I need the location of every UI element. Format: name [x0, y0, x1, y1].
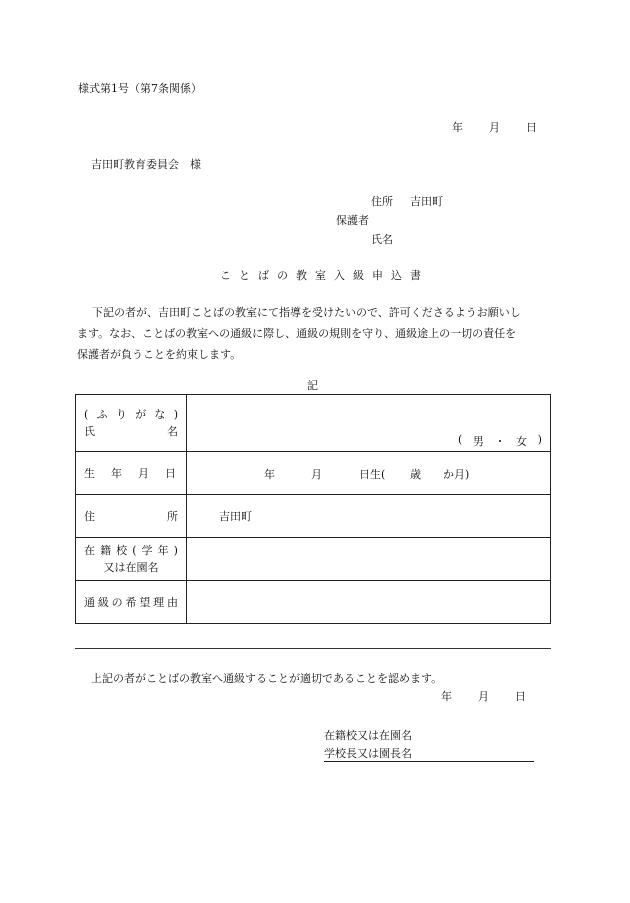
table-row-birth: [76, 452, 551, 495]
reason-value-cell[interactable]: [187, 581, 551, 624]
name-label: 氏 名: [84, 425, 178, 438]
table-row-name: [76, 395, 551, 452]
ki-label: 記: [307, 379, 318, 392]
intro-line-2: ます。なお、ことばの教室への通級に際し、通級の規則を守り、通級途上の一切の責任を: [77, 327, 517, 340]
birth-month: 月: [311, 468, 322, 481]
applicant-name-label: 氏名: [371, 233, 393, 246]
table-row-reason: [76, 581, 551, 624]
age-years: 歳: [410, 468, 421, 481]
approval-text: 上記の者がことばの教室へ通級することが適切であることを認めます。: [91, 672, 443, 685]
birth-value-cell[interactable]: [187, 452, 551, 495]
applicant-address: [371, 193, 443, 209]
name-label-cell: [76, 395, 187, 452]
table-row-address: [76, 495, 551, 538]
section-divider: [75, 648, 551, 649]
sex-female[interactable]: 女: [516, 435, 528, 448]
approval-day: 日: [515, 690, 526, 703]
document-title: ことばの教室入級申込書: [220, 269, 429, 282]
approval-school-label: 在籍校又は在園名: [324, 729, 412, 742]
principal-line[interactable]: [324, 745, 534, 762]
address-label-cell: [76, 495, 187, 538]
table-row-school: [76, 538, 551, 581]
date-day: 日: [526, 121, 537, 134]
approval-date: [441, 688, 526, 704]
addressee: 吉田町教育委員会 様: [91, 158, 201, 171]
reason-label-cell: [76, 581, 187, 624]
school-label-cell: [76, 538, 187, 581]
form-number: 様式第1号（第7条関係）: [78, 82, 202, 95]
birth-label-cell: [76, 452, 187, 495]
applicant-address-value: 吉田町: [410, 195, 443, 208]
approval-month: 月: [478, 690, 489, 703]
date-header: [452, 119, 537, 135]
birth-day: 日生(: [359, 468, 386, 481]
date-month: 月: [489, 121, 500, 134]
birth-label: 生 年 月 日: [84, 466, 176, 480]
school-value-cell[interactable]: [187, 538, 551, 581]
approval-year: 年: [441, 690, 452, 703]
school-label-2: 又は在園名: [103, 561, 159, 574]
intro-line-1: 下記の者が、吉田町ことばの教室にて指導を受けたいので、許可くださるようお願いし: [92, 306, 521, 319]
sex-options: ( 男 ・ 女 ): [458, 433, 542, 448]
reason-label: 通 級 の 希 望 理 由: [84, 595, 178, 609]
guardian-label: 保護者: [336, 214, 369, 227]
age-months: か月): [443, 468, 470, 481]
application-table: [75, 394, 551, 624]
applicant-address-label: 住所: [371, 195, 393, 208]
principal-label: 学校長又は園長名: [324, 745, 534, 762]
furigana-label: ( ふ り が な ): [84, 408, 178, 421]
address-label: 住 所: [84, 509, 178, 523]
address-value: 吉田町: [219, 510, 252, 523]
birth-year: 年: [264, 468, 275, 481]
intro-paragraph: [77, 302, 555, 365]
sex-male[interactable]: 男: [472, 435, 484, 448]
intro-line-3: 保護者が負うことを約束します。: [77, 348, 242, 361]
date-year: 年: [452, 121, 463, 134]
school-label: 在 籍 校 ( 学 年 ): [84, 544, 178, 557]
address-value-cell[interactable]: [187, 495, 551, 538]
name-value-cell[interactable]: [187, 395, 551, 452]
